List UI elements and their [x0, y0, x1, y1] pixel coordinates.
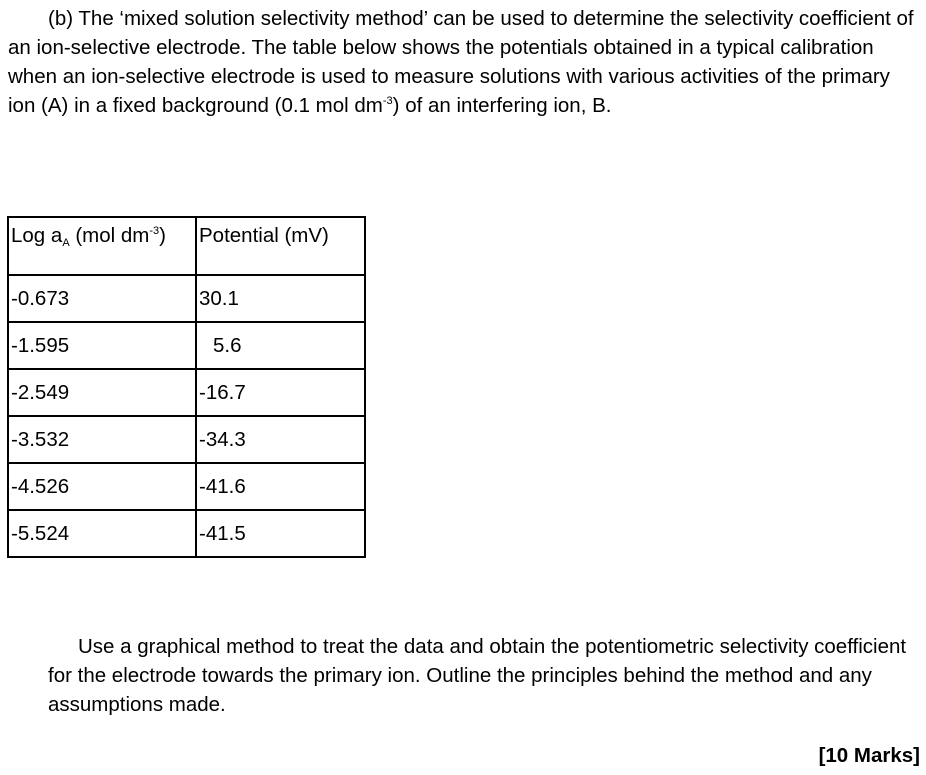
- part-label: (b): [48, 7, 74, 30]
- table-row: [8, 322, 365, 369]
- intro-text: The ‘mixed solution selectivity method’ can be used to determine the selectivity coefficient of an ion-selective electrode. The table below shows the potentials obtained in a typical calibration when an ion-selective electrode is used to measure solutions with various activities of the primary ion (A) in a fixed background (0.1 mol dm: [8, 7, 914, 117]
- intro-text-end: ) of an interfering ion, B.: [392, 94, 612, 117]
- log-activity-cell: -3.532: [8, 416, 196, 463]
- potential-cell: -34.3: [196, 416, 365, 463]
- question-text: Use a graphical method to treat the data and obtain the potentiometric selectivity coefficient for the electrode towards the primary ion. Outline the principles behind the method and any assumptions made.: [48, 635, 907, 716]
- potential-cell: 5.6: [196, 322, 365, 369]
- log-activity-cell: -1.595: [8, 322, 196, 369]
- question-paragraph: [48, 632, 920, 719]
- potential-cell: 30.1: [196, 275, 365, 322]
- log-activity-cell: -5.524: [8, 510, 196, 557]
- potential-cell: -41.6: [196, 463, 365, 510]
- potential-cell: -16.7: [196, 369, 365, 416]
- log-activity-cell: -0.673: [8, 275, 196, 322]
- table-row: [8, 416, 365, 463]
- table-row: [8, 275, 365, 322]
- potential-cell: -41.5: [196, 510, 365, 557]
- table-row: [8, 369, 365, 416]
- table-row: [8, 510, 365, 557]
- header-log-activity: Log $a_A$ (mol $dm^{-3}$): [8, 217, 196, 275]
- header-potential: Potential (mV): [196, 217, 365, 275]
- table-row: [8, 463, 365, 510]
- intro-superscript: -3: [382, 95, 393, 107]
- intro-paragraph: [8, 4, 920, 120]
- log-activity-cell: -2.549: [8, 369, 196, 416]
- log-activity-cell: -4.526: [8, 463, 196, 510]
- table-header-row: [8, 217, 365, 275]
- marks-label: [10 Marks]: [818, 744, 920, 767]
- calibration-table: [7, 216, 366, 558]
